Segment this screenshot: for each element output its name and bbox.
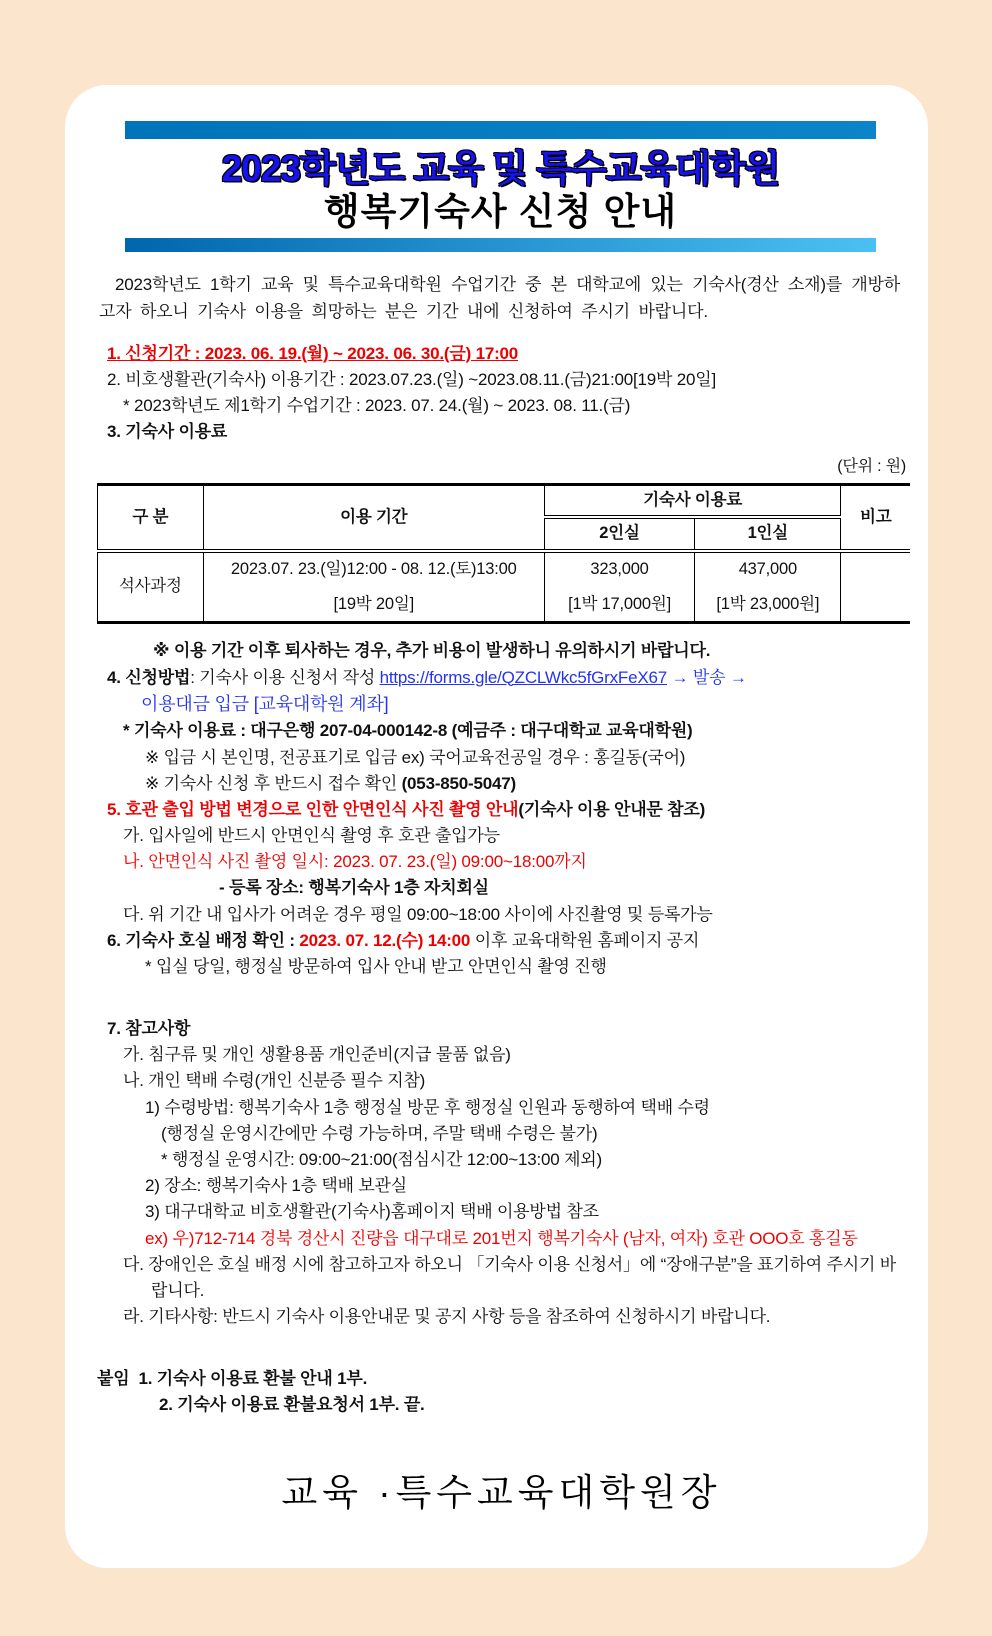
- attachment-1-text: 1. 기숙사 이용료 환불 안내 1부.: [138, 1369, 368, 1389]
- face-recognition-heading: [107, 797, 906, 823]
- attachment-2: 2. 기숙사 이용료 환불요청서 1부. 끝.: [159, 1395, 425, 1415]
- reference-section-heading: 7. 참고사항: [107, 1019, 191, 1039]
- parcel-method-line: 1) 수령방법: 행복기숙사 1층 행정실 방문 후 행정실 인원과 동행하여 택배 수령: [145, 1097, 710, 1117]
- col-header-single-room: 1인실: [695, 517, 841, 550]
- room-assignment-line: [107, 928, 906, 954]
- double-room-per-night: [1박 17,000원]: [568, 595, 671, 614]
- confirm-receipt-text: ※ 기숙사 신청 후 반드시 접수 확인: [145, 773, 402, 793]
- bedding-note: 가. 침구류 및 개인 생활용품 개인준비(지급 물품 없음): [123, 1045, 511, 1065]
- parcel-note: 나. 개인 택배 수령(개인 신분증 필수 지참): [123, 1071, 426, 1091]
- caution-note: ※ 이용 기간 이후 퇴사하는 경우, 추가 비용이 발생하니 유의하시기 바랍니다.: [153, 641, 711, 661]
- col-header-double-room: 2인실: [544, 517, 694, 550]
- document-title-line1: 2023학년도 교육 및 특수교육대학원: [221, 148, 780, 189]
- note-cell: [841, 551, 910, 623]
- application-period-line: 1. 신청기간 : 2023. 06. 19.(월) ~ 2023. 06. 30.(금) 17:00: [107, 343, 519, 363]
- room-assignment-label: 6. 기숙사 호실 배정 확인 :: [107, 930, 300, 950]
- col-header-note: 비고: [841, 485, 910, 551]
- double-room-fee: 323,000: [590, 559, 649, 578]
- attachments-label: 붙임: [97, 1369, 130, 1389]
- checkin-day-note: * 입실 당일, 행정실 방문하여 입사 안내 받고 안면인식 촬영 진행: [145, 956, 607, 976]
- issuer-signature: 교육 ·특수교육대학원장: [281, 1471, 722, 1513]
- address-example-line: ex) 우)712-714 경북 경산시 진량읍 대구대로 201번지 행복기숙사 (남자, 여자) 호관 OOO호 홍길동: [145, 1228, 858, 1248]
- col-header-fee-group: 기숙사 이용료: [544, 485, 841, 518]
- room-assignment-date: 2023. 07. 12.(수) 14:00: [299, 930, 471, 950]
- item4-mid-text: : 기숙사 이용 신청서 작성: [190, 667, 380, 687]
- attachment-1: [97, 1366, 906, 1392]
- item4-number: 4.: [107, 667, 126, 687]
- row-label-masters: 석사과정: [98, 551, 204, 623]
- period-cell: [203, 551, 544, 623]
- spacer: [97, 1330, 906, 1366]
- spacer: [97, 980, 906, 1016]
- parcel-place-line: 2) 장소: 행복기숙사 1층 택배 보관실: [145, 1176, 407, 1196]
- title-banner: [125, 121, 876, 252]
- face-recognition-ref: (기숙사 이용 안내문 참조): [518, 799, 706, 819]
- single-room-per-night: [1박 23,000원]: [716, 595, 820, 614]
- payment-line: 이용대금 입금 [교육대학원 계좌]: [141, 693, 389, 714]
- fee-table: [97, 483, 910, 624]
- confirm-receipt-note: [145, 771, 906, 797]
- item4-arrow-text: → 발송 →: [667, 667, 747, 687]
- application-form-link[interactable]: https://forms.gle/QZCLWkc5fGrxFeX67: [379, 667, 667, 687]
- deposit-name-note: ※ 입금 시 본인명, 전공표기로 입금 ex) 국어교육전공일 경우 : 홍길동(국어): [145, 747, 686, 767]
- application-method-line: [107, 665, 906, 691]
- double-room-fee-cell: [544, 551, 694, 623]
- banner-bottom-bar: [125, 238, 876, 252]
- period-nights: [19박 20일]: [333, 595, 415, 614]
- period-dates: 2023.07. 23.(일)12:00 - 08. 12.(토)13:00: [230, 559, 517, 578]
- col-header-period: 이용 기간: [203, 485, 544, 551]
- alternative-photo-note: 다. 위 기간 내 입사가 어려운 경우 평일 09:00~18:00 사이에 사진촬영 및 등록가능: [123, 904, 713, 924]
- photo-date-line: 나. 안면인식 사진 촬영 일시: 2023. 07. 23.(일) 09:00~18:00까지: [123, 852, 587, 872]
- bank-account-line: * 기숙사 이용료 : 대구은행 207-04-000142-8 (예금주 : 대구대학교 교육대학원): [123, 721, 693, 741]
- single-room-fee-cell: [695, 551, 841, 623]
- intro-paragraph: 2023학년도 1학기 교육 및 특수교육대학원 수업기간 중 본 대학교에 있는 기숙사(경산 소재)를 개방하고자 하오니 기숙사 이용을 희망하는 분은 기간 내에 신청하여 주시기 바랍니다.: [99, 275, 900, 321]
- contact-phone: (053-850-5047): [401, 773, 516, 793]
- item4-label: 신청방법: [125, 667, 191, 687]
- single-room-fee: 437,000: [738, 559, 797, 578]
- usage-period-line: 2. 비호생활관(기숙사) 이용기간 : 2023.07.23.(일) ~2023.08.11.(금)21:00[19박 20일]: [107, 369, 717, 389]
- col-header-category: 구 분: [98, 485, 204, 551]
- face-recognition-title: 5. 호관 출입 방법 변경으로 인한 안면인식 사진 촬영 안내: [107, 799, 519, 819]
- entry-day-note: 가. 입사일에 반드시 안면인식 촬영 후 호관 출입가능: [123, 826, 500, 846]
- parcel-homepage-line: 3) 대구대학교 비호생활관(기숙사)홈페이지 택배 이용방법 참조: [145, 1202, 599, 1222]
- room-assignment-post: 이후 교육대학원 홈페이지 공지: [470, 930, 700, 950]
- parcel-method-cont: (행정실 운영시간에만 수령 가능하며, 주말 택배 수령은 불가): [161, 1123, 598, 1143]
- attachments-block: [97, 1366, 906, 1418]
- etc-note: 라. 기타사항: 반드시 기숙사 이용안내문 및 공지 사항 등을 참조하여 신청하시기 바랍니다.: [123, 1307, 771, 1327]
- disability-note: 다. 장애인은 호실 배정 시에 참고하고자 하오니 「기숙사 이용 신청서」에 “장애구분”을 표기하여 주시기 바랍니다.: [123, 1254, 896, 1300]
- unit-label: (단위 : 원): [837, 458, 906, 476]
- semester-period-line: * 2023학년도 제1학기 수업기간 : 2023. 07. 24.(월) ~ 2023. 08. 11.(금): [123, 396, 631, 416]
- registration-place-line: - 등록 장소: 행복기숙사 1층 자치회실: [219, 878, 489, 898]
- office-hours-note: * 행정실 운영시간: 09:00~21:00(점심시간 12:00~13:00 제외): [161, 1149, 602, 1169]
- fee-section-heading: 3. 기숙사 이용료: [107, 422, 228, 442]
- banner-top-bar: [125, 121, 876, 139]
- document-title-line2: 행복기숙사 신청 안내: [323, 190, 678, 232]
- document-sheet: [65, 85, 928, 1568]
- table-row: [98, 551, 911, 623]
